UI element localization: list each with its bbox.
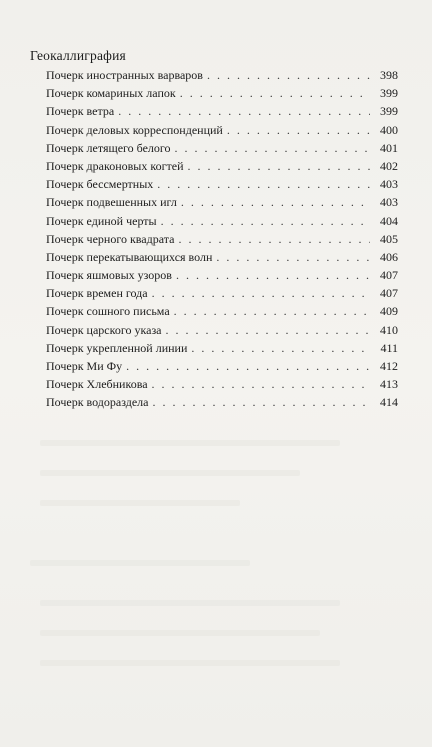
dot-leader — [157, 175, 370, 193]
toc-entry-page: 407 — [380, 286, 398, 301]
toc-entry-title: Почерк летящего белого — [46, 140, 171, 155]
toc-entry-page: 412 — [380, 359, 398, 373]
toc-entry-title: Почерк деловых корреспонденций — [46, 122, 223, 137]
toc-entry-page: 405 — [380, 231, 398, 246]
toc-entry-title: Почерк ветра — [46, 104, 115, 119]
toc-entry-page: 403 — [380, 177, 398, 192]
toc-entries — [30, 66, 398, 412]
toc-entry — [30, 212, 398, 230]
toc-entry — [30, 102, 398, 120]
dot-leader — [187, 157, 370, 175]
dot-leader — [153, 393, 371, 411]
toc-entry-page: 413 — [380, 377, 398, 392]
dot-leader — [181, 193, 370, 211]
dot-leader — [180, 84, 370, 102]
toc-entry — [30, 248, 398, 266]
toc-entry — [30, 393, 398, 411]
toc-entry-title: Почерк Ми Фу — [46, 359, 123, 373]
dot-leader — [176, 266, 370, 284]
toc-entry-title: Почерк черного квадрата — [46, 231, 175, 246]
toc-entry-page: 406 — [380, 249, 398, 264]
toc-entry-page: 402 — [380, 158, 398, 173]
toc-entry-page: 398 — [380, 68, 398, 82]
toc-entry — [30, 302, 398, 320]
toc-entry-page: 407 — [380, 268, 398, 283]
dot-leader — [126, 357, 370, 375]
dot-leader — [178, 230, 370, 248]
toc-entry-title: Почерк Хлебникова — [46, 377, 148, 392]
show-through-line — [40, 470, 300, 476]
toc-entry — [30, 230, 398, 248]
toc-entry-title: Почерк укрепленной линии — [46, 340, 188, 355]
toc-entry-page: 414 — [380, 395, 398, 410]
show-through-line — [30, 560, 250, 566]
show-through-line — [40, 630, 320, 636]
toc-entry-title: Почерк драконовых когтей — [46, 158, 184, 173]
toc-entry — [30, 157, 398, 175]
toc-entry — [30, 284, 398, 302]
toc-entry-title: Почерк сошного письма — [46, 304, 170, 319]
section-title: Геокаллиграфия — [30, 48, 126, 63]
toc-entry-page: 403 — [380, 195, 398, 210]
show-through-line — [40, 660, 340, 666]
toc-entry — [30, 266, 398, 284]
dot-leader — [191, 339, 370, 357]
toc-entry-page: 409 — [380, 304, 398, 319]
toc-entry-page: 404 — [380, 213, 398, 228]
toc-entry — [30, 66, 398, 84]
dot-leader — [161, 212, 370, 230]
dot-leader — [227, 121, 370, 139]
dot-leader — [166, 321, 370, 339]
toc-entry-title: Почерк комариных лапок — [46, 86, 176, 101]
toc-entry-page: 399 — [380, 104, 398, 119]
toc-entry — [30, 375, 398, 393]
toc-entry — [30, 357, 398, 375]
toc-entry-title: Почерк бессмертных — [46, 177, 154, 192]
toc-entry-title: Почерк царского указа — [46, 322, 162, 337]
toc-entry-title: Почерк яшмовых узоров — [46, 268, 172, 283]
toc-entry-title: Почерк перекатывающихся волн — [46, 249, 213, 264]
toc-entry-page: 411 — [380, 340, 398, 355]
toc-entry-title: Почерк водораздела — [46, 395, 149, 410]
toc-entry — [30, 84, 398, 102]
table-of-contents — [30, 47, 398, 412]
toc-entry — [30, 193, 398, 211]
toc-entry-title: Почерк времен года — [46, 286, 148, 301]
dot-leader — [216, 248, 370, 266]
toc-entry-page: 399 — [380, 86, 398, 101]
toc-entry — [30, 139, 398, 157]
toc-entry — [30, 121, 398, 139]
toc-entry-page: 410 — [380, 322, 398, 337]
dot-leader — [152, 284, 370, 302]
toc-entry-title: Почерк единой черты — [46, 213, 157, 228]
show-through-line — [40, 440, 340, 446]
toc-entry — [30, 321, 398, 339]
toc-entry — [30, 175, 398, 193]
show-through-line — [40, 600, 340, 606]
toc-entry-page: 400 — [380, 122, 398, 137]
dot-leader — [175, 139, 370, 157]
dot-leader — [207, 66, 370, 84]
toc-entry-page: 401 — [380, 140, 398, 155]
show-through-line — [40, 500, 240, 506]
toc-entry-title: Почерк иностранных варваров — [46, 68, 203, 82]
dot-leader — [152, 375, 370, 393]
toc-entry — [30, 339, 398, 357]
dot-leader — [118, 102, 370, 120]
toc-entry-title: Почерк подвешенных игл — [46, 195, 177, 210]
dot-leader — [174, 302, 370, 320]
